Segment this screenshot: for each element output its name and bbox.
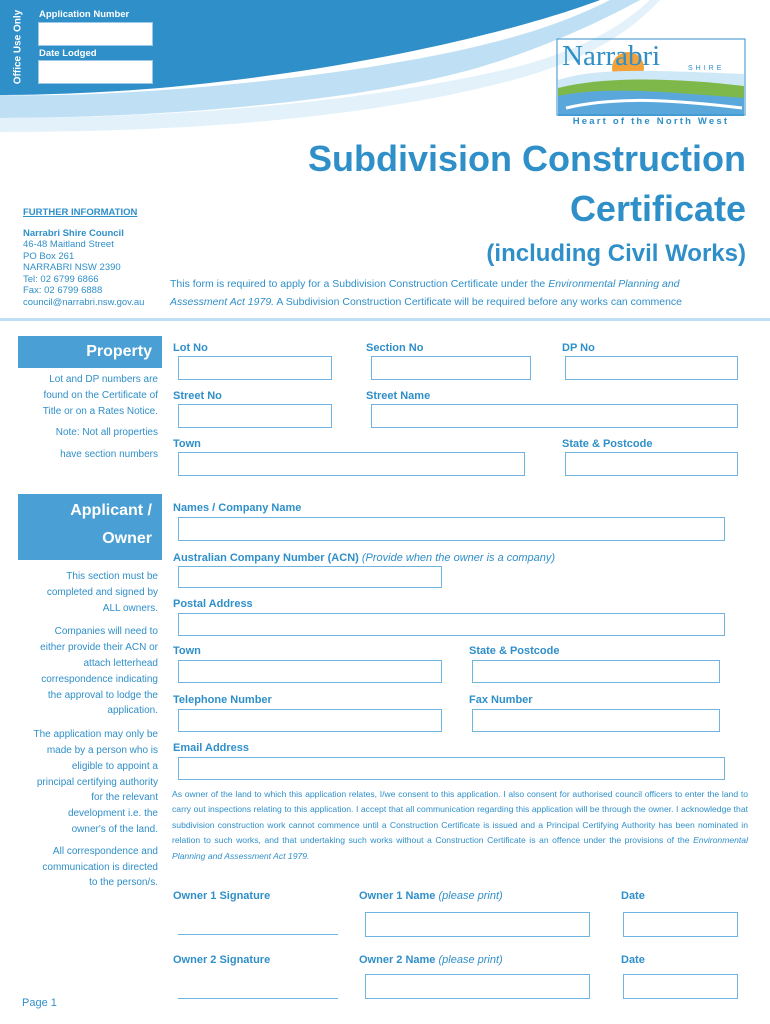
applicant-note-line: eligible to appoint a	[71, 760, 158, 772]
property-heading	[18, 336, 162, 368]
property-note	[14, 372, 158, 463]
office-use-label	[6, 0, 30, 95]
intro-act2: Assessment Act 1979.	[170, 296, 275, 308]
acn-label	[173, 552, 555, 564]
dp-no-field[interactable]	[565, 356, 738, 380]
date-lodged-label: Date Lodged	[39, 48, 97, 59]
intro-act1: Environmental Planning and	[548, 278, 680, 290]
property-town-label: Town	[173, 438, 201, 450]
applicant-note-line: The application may only be	[33, 729, 158, 741]
application-number-field[interactable]	[38, 22, 153, 46]
owner2-date-field[interactable]	[623, 974, 738, 999]
owner2-signature-label: Owner 2 Signature	[173, 954, 271, 966]
applicant-note-line: completed and signed by	[46, 586, 158, 598]
logo-tagline: Heart of the North West	[572, 116, 730, 127]
owner2-date-label: Date	[621, 954, 645, 966]
postal-address-label: Postal Address	[173, 598, 253, 610]
street-name-field[interactable]	[371, 404, 738, 428]
intro-part2: A Subdivision Construction Certificate will be required before any works can commence	[274, 296, 683, 308]
section-no-label: Section No	[366, 342, 424, 354]
further-information	[23, 207, 173, 308]
applicant-heading-line1: Applicant /	[70, 502, 152, 519]
intro-part1: This form is required to apply for a Subdivision Construction Certificate under the	[170, 278, 549, 290]
applicant-note-line: correspondence indicating	[41, 673, 158, 685]
applicant-note-line: Companies will need to	[54, 626, 158, 638]
property-note-line: Note: Not all properties	[55, 427, 158, 439]
applicant-note-line: for the relevant	[91, 792, 158, 804]
council-tel: Tel: 02 6799 6866	[23, 273, 99, 285]
council-email[interactable]: council@narrabri.nsw.gov.au	[23, 296, 145, 308]
telephone-field[interactable]	[178, 709, 442, 732]
street-name-label: Street Name	[366, 390, 431, 402]
postal-address-field[interactable]	[178, 613, 725, 636]
please-print-note: (please print)	[438, 954, 503, 966]
logo-sub: SHIRE	[688, 65, 725, 72]
page-title-line2: Certificate	[569, 188, 746, 229]
applicant-town-label: Town	[173, 645, 201, 657]
owner2-name-label-text: Owner 2 Name	[359, 954, 436, 966]
logo-graphic	[556, 38, 746, 116]
applicant-note-line: to the person/s.	[89, 877, 158, 889]
lot-no-field[interactable]	[178, 356, 332, 380]
council-address2: PO Box 261	[23, 250, 75, 262]
names-label: Names / Company Name	[173, 502, 302, 514]
applicant-note-line: either provide their ACN or	[40, 642, 158, 654]
page-number: Page 1	[22, 997, 57, 1009]
applicant-note-line: the approval to lodge the	[47, 689, 158, 701]
applicant-state-postcode-label: State & Postcode	[469, 645, 560, 657]
owner1-signature-line[interactable]	[178, 921, 338, 935]
property-town-field[interactable]	[178, 452, 525, 476]
applicant-notes	[14, 569, 158, 891]
owner2-name-field[interactable]	[365, 974, 590, 999]
street-no-label: Street No	[173, 390, 222, 402]
council-address1: 46-48 Maitland Street	[23, 239, 114, 250]
council-name: Narrabri Shire Council	[23, 227, 124, 239]
property-state-postcode-label: State & Postcode	[562, 438, 653, 450]
applicant-note-line: communication is directed	[42, 861, 158, 873]
owner1-date-label: Date	[621, 890, 645, 902]
page-subtitle: (including Civil Works)	[486, 240, 746, 267]
date-lodged-field[interactable]	[38, 60, 153, 84]
acn-note: (Provide when the owner is a company)	[361, 552, 556, 564]
applicant-heading-line2: Owner	[102, 530, 152, 547]
consent-act: Environmental Planning and Assessment Act 1979.	[172, 835, 748, 861]
section-no-field[interactable]	[371, 356, 531, 380]
applicant-note-line: principal certifying authority	[36, 776, 158, 788]
property-state-postcode-field[interactable]	[565, 452, 738, 476]
property-heading-text: Property	[86, 343, 152, 360]
owner2-signature-line[interactable]	[178, 985, 338, 999]
fax-field[interactable]	[472, 709, 720, 732]
street-no-field[interactable]	[178, 404, 332, 428]
applicant-note-line: ALL owners.	[102, 602, 158, 614]
owner-consent-text	[172, 787, 748, 864]
intro-text	[170, 275, 750, 311]
office-use-only-text: Office Use Only	[12, 9, 24, 85]
email-field[interactable]	[178, 757, 725, 780]
consent-main: As owner of the land to which this application relates, I/we consent to this application. I also consent for authorised council officers to enter the land to carry out inspections relating to this application. I accept that all communication regarding this application will be through the owner. I acknowledge that subdivision construction work cannot commence until a Construction Certificate is issued and a Principal Certifying Authority has been nominated in relation to such works, and that undertaking such works without a Construction Certificate is an offence under the provisions of the	[172, 789, 748, 846]
owner1-name-field[interactable]	[365, 912, 590, 937]
header-divider	[0, 318, 770, 321]
applicant-note-line: All correspondence and	[52, 845, 158, 857]
applicant-note-line: attach letterhead	[83, 657, 158, 669]
applicant-town-field[interactable]	[178, 660, 442, 683]
owner2-name-label	[359, 954, 503, 966]
owner1-signature-label: Owner 1 Signature	[173, 890, 271, 902]
names-field[interactable]	[178, 517, 725, 541]
page-title-line1: Subdivision Construction	[308, 138, 746, 179]
applicant-note-line: made by a person who is	[46, 744, 158, 756]
owner1-name-label	[359, 890, 503, 902]
further-info-heading: FURTHER INFORMATION	[23, 207, 138, 218]
lot-no-label: Lot No	[173, 342, 208, 354]
email-label: Email Address	[173, 742, 250, 754]
applicant-note-line: development i.e. the	[67, 808, 158, 820]
council-fax: Fax: 02 6799 6888	[23, 285, 103, 296]
please-print-note: (please print)	[438, 890, 503, 902]
dp-no-label: DP No	[562, 342, 595, 354]
applicant-note-line: application.	[107, 705, 158, 717]
property-note-line: Lot and DP numbers are	[49, 374, 158, 385]
applicant-note-line: This section must be	[66, 571, 158, 582]
applicant-state-postcode-field[interactable]	[472, 660, 720, 683]
property-note-line: Title or on a Rates Notice.	[42, 405, 158, 417]
acn-field[interactable]	[178, 566, 442, 588]
applicant-heading	[18, 494, 162, 560]
council-address3: NARRABRI NSW 2390	[23, 262, 121, 273]
property-note-line: found on the Certificate of	[43, 389, 158, 401]
narrabri-shire-logo	[556, 38, 746, 116]
logo-name: Narrabri	[562, 40, 661, 72]
acn-label-text: Australian Company Number (ACN)	[173, 552, 359, 564]
property-note-line: have section numbers	[60, 449, 158, 461]
owner1-date-field[interactable]	[623, 912, 738, 937]
owner1-name-label-text: Owner 1 Name	[359, 890, 436, 902]
applicant-note-line: owner's of the land.	[71, 823, 158, 835]
fax-label: Fax Number	[469, 694, 533, 706]
telephone-label: Telephone Number	[173, 694, 272, 706]
application-number-label: Application Number	[39, 9, 130, 20]
